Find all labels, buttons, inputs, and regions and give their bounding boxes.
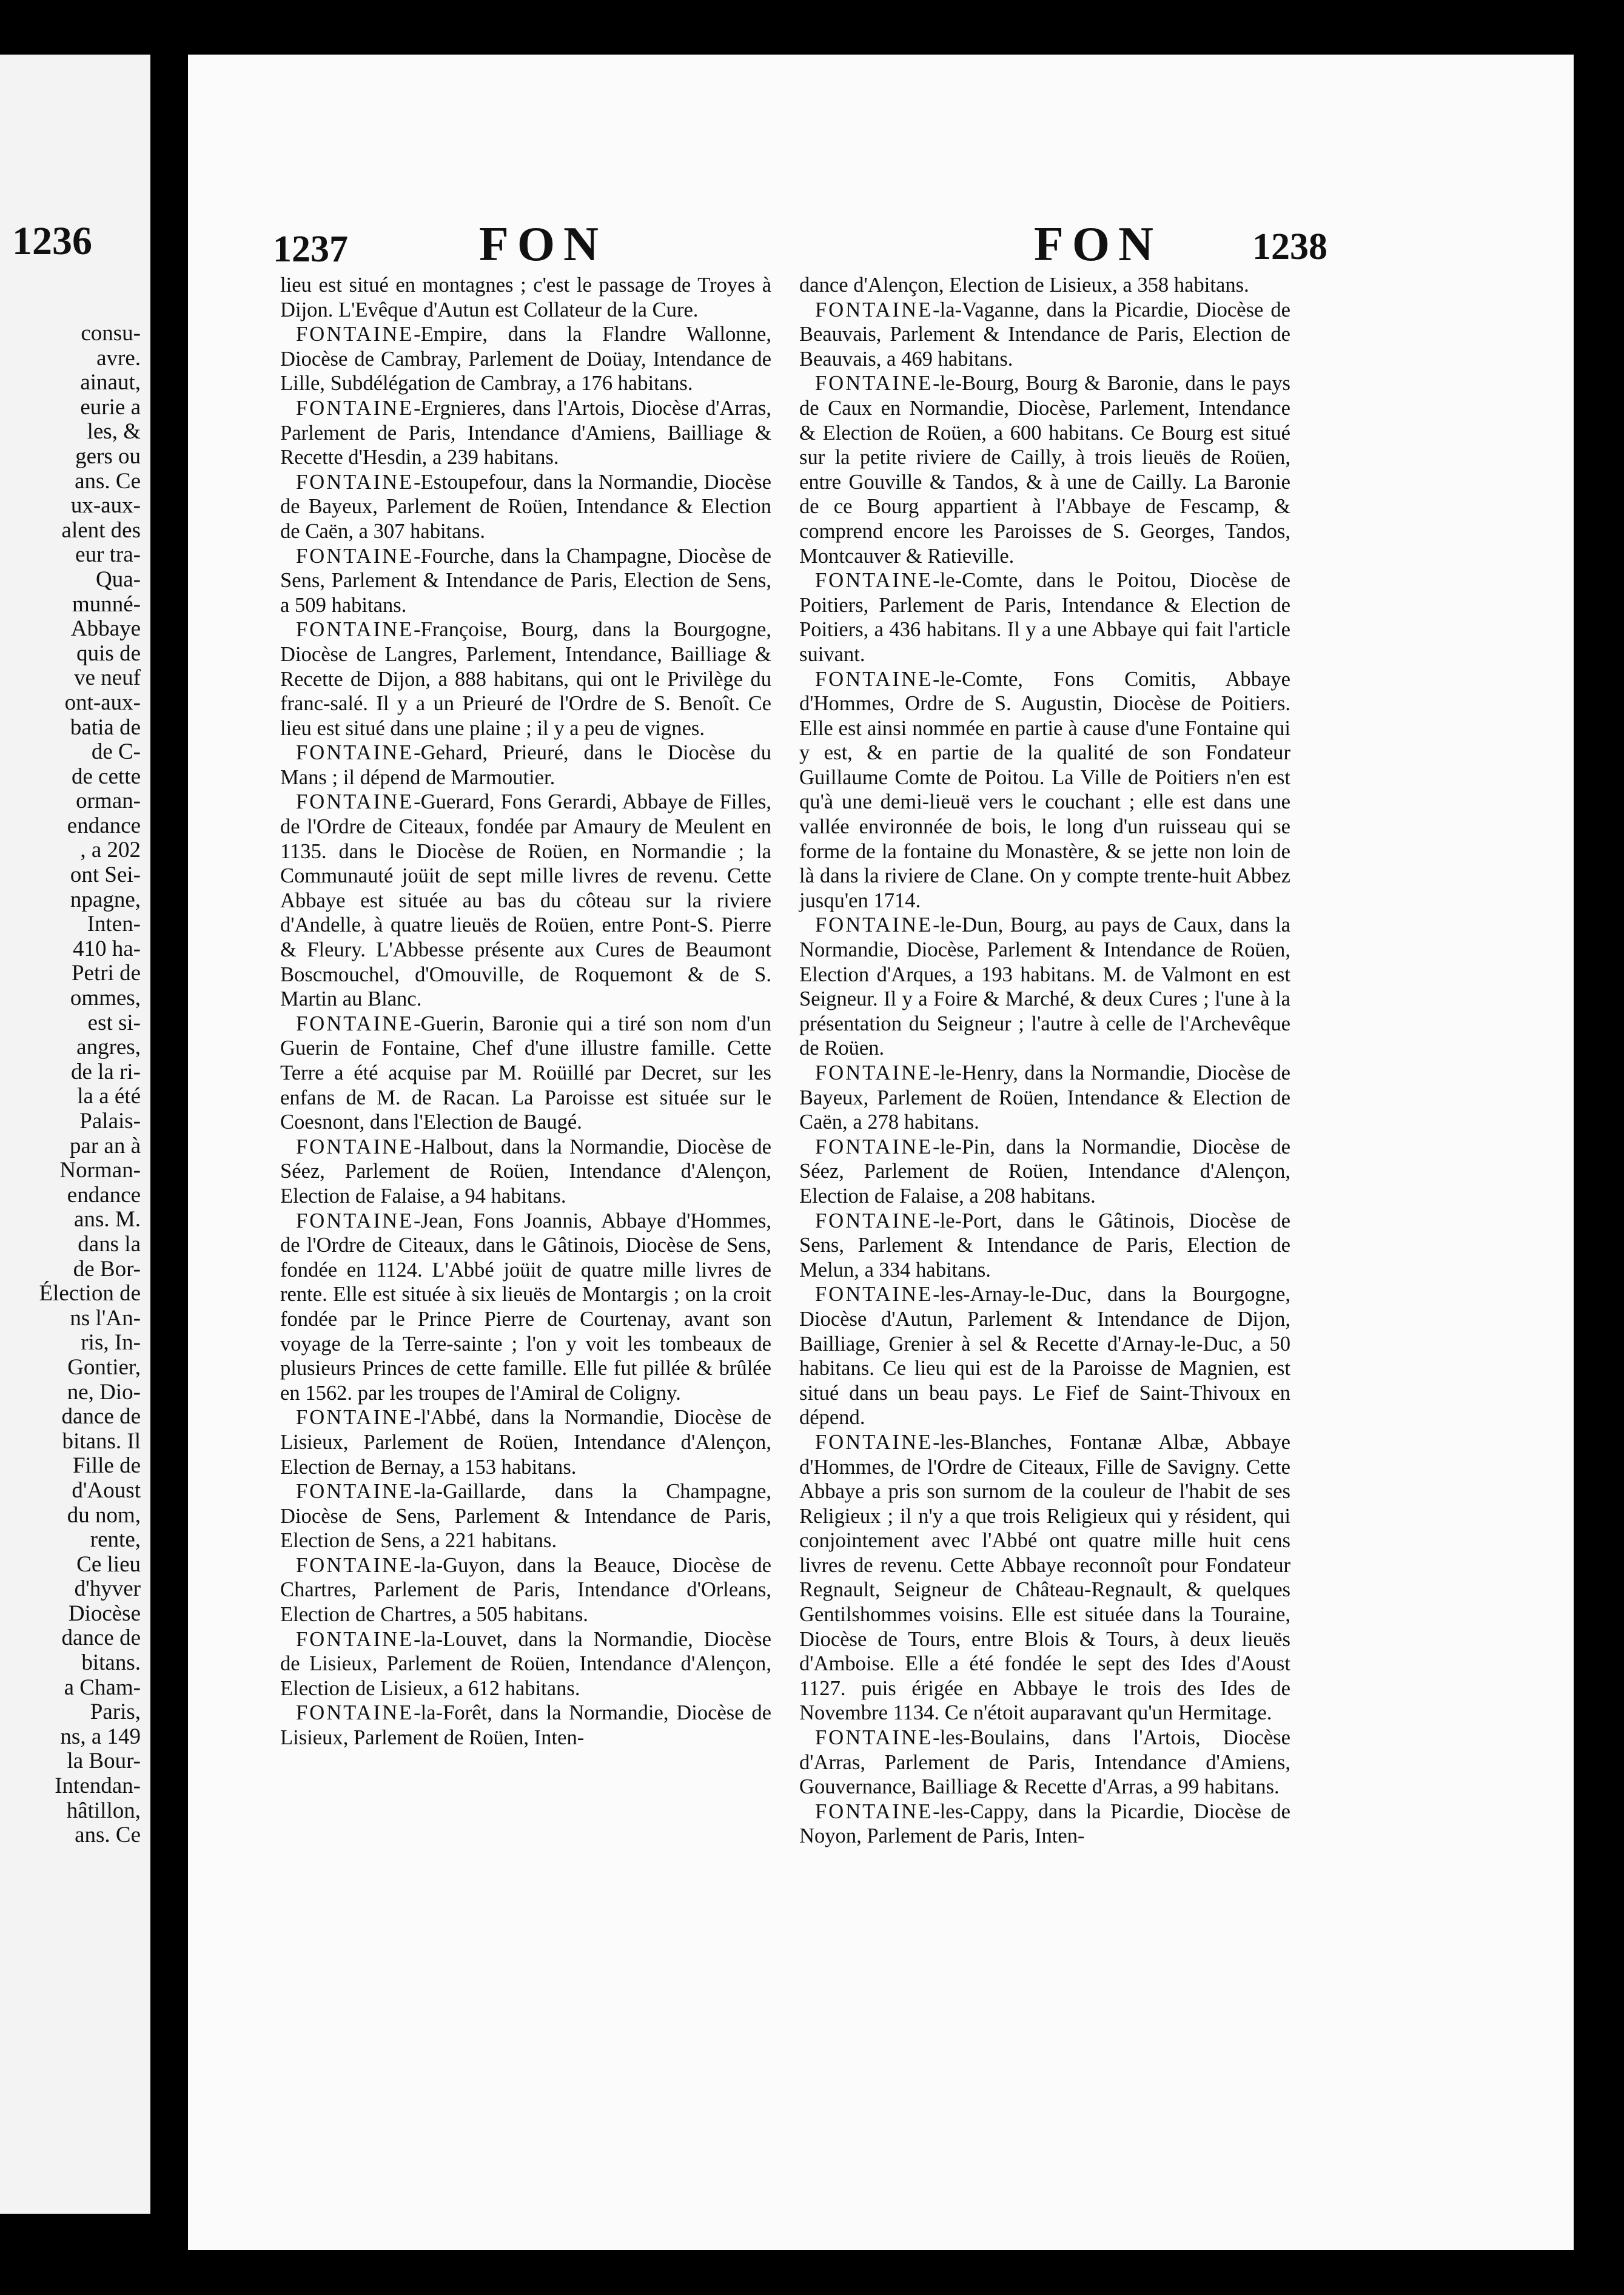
- dictionary-entry: [280, 470, 771, 544]
- facing-page-line: dans la: [78, 1231, 141, 1257]
- entry-text: -la-Forêt, dans la Normandie, Diocèse de Lisieux, Parlement de Roüen, Inten-: [280, 1701, 771, 1750]
- entry-text: -Estoupefour, dans la Normandie, Diocèse de Bayeux, Parlement de Roüen, Intendance & Election de Caën, a 307 habitans.: [280, 470, 771, 543]
- entry-text: lieu est situé en montagnes ; c'est le passage de Troyes à Dijon. L'Evêque d'Autun est Collateur de la Cure.: [280, 274, 771, 321]
- dictionary-entry: [280, 1479, 771, 1553]
- entry-text: -Guerard, Fons Gerardi, Abbaye de Filles, de l'Ordre de Citeaux, fondée par Amaury de Meulent en 1135. dans le Diocèse de Roüen, en Normandie ; la Communauté joüit de sept mille livres de revenu. Cette Abbaye est située au bas du côteau sur la riviere d'Andelle, à quatre lieuës de Roüen, entre Pont-S. Pierre & Fleury. L'Abbesse présente aux Cures de Beaumont Boscmouchel, d'Omouville, de Roquemont & de S. Martin au Blanc.: [280, 790, 771, 1011]
- facing-page-line: dance de: [61, 1625, 141, 1651]
- facing-page-line: Élection de: [39, 1281, 141, 1306]
- entry-text: -Jean, Fons Joannis, Abbaye d'Hommes, de l'Ordre de Citeaux, dans le Gâtinois, Diocèse de Sens, fondée en 1124. L'Abbé joüit de quatre mille livres de rente. Elle est située à six lieuës de Montargis ; on la croit fondée par le Prince Pierre de Courtenay, avant son voyage de la Terre-sainte ; l'on y voit les tombeaux de plusieurs Princes de cette famille. Elle fut pillée & brûlée en 1562. par les troupes de l'Amiral de Coligny.: [280, 1209, 771, 1405]
- facing-page-line: Paris,: [90, 1699, 141, 1725]
- facing-page-line: bitans. Il: [62, 1428, 141, 1454]
- facing-page-line: est si-: [87, 1010, 141, 1035]
- entry-text: -les-Boulains, dans l'Artois, Diocèse d'Arras, Parlement de Paris, Intendance d'Amiens, Gouvernance, Bailliage & Recette d'Arras, a 99 habitans.: [799, 1726, 1290, 1799]
- text-column-right: [799, 273, 1290, 1849]
- entry-headword: FONTAINE: [815, 1061, 933, 1084]
- facing-page-line: d'hyver: [74, 1576, 141, 1602]
- entry-headword: FONTAINE: [815, 1726, 933, 1750]
- facing-page-line: Gontier,: [67, 1354, 141, 1380]
- dictionary-entry: [799, 273, 1290, 298]
- entry-headword: FONTAINE: [296, 741, 414, 765]
- entry-headword: FONTAINE: [815, 569, 933, 593]
- book-gutter: [150, 0, 188, 2295]
- dictionary-entry: [280, 396, 771, 470]
- entry-text: -Empire, dans la Flandre Wallonne, Diocèse de Cambray, Parlement de Doüay, Intendance de Lille, Subdélégation de Cambray, a 176 habitans.: [280, 323, 771, 395]
- facing-page-line: dance de: [61, 1404, 141, 1430]
- entry-headword: FONTAINE: [815, 667, 933, 691]
- entry-headword: FONTAINE: [296, 1209, 414, 1232]
- facing-page-line: Qua-: [96, 566, 141, 592]
- entry-text: -Ergnieres, dans l'Artois, Diocèse d'Arras, Parlement de Paris, Intendance d'Amiens, Bailliage & Recette d'Hesdin, a 239 habitans.: [280, 396, 771, 469]
- entry-headword: FONTAINE: [296, 1012, 414, 1035]
- entry-headword: FONTAINE: [815, 1799, 933, 1823]
- facing-page-line: Inten-: [87, 912, 141, 937]
- entry-text: -le-Port, dans le Gâtinois, Diocèse de Sens, Parlement & Intendance de Paris, Election de Melun, a 334 habitans.: [799, 1209, 1290, 1282]
- entry-headword: FONTAINE: [815, 298, 933, 321]
- dictionary-entry: [799, 667, 1290, 913]
- dictionary-entry: [280, 1701, 771, 1750]
- dictionary-entry: [799, 1209, 1290, 1283]
- facing-page-line: les, &: [87, 419, 141, 445]
- facing-page-line: avre.: [96, 345, 141, 371]
- left-column-page-number: 1237: [273, 229, 348, 270]
- facing-page-line: ans. Ce: [75, 468, 141, 494]
- facing-page-line: Fille de: [72, 1453, 141, 1479]
- entry-headword: FONTAINE: [296, 470, 414, 494]
- running-head-left: FON: [479, 218, 607, 271]
- facing-page-line: batia de: [70, 714, 141, 740]
- entry-headword: FONTAINE: [296, 1135, 414, 1158]
- facing-page-line: ux-aux-: [70, 493, 141, 519]
- facing-page-line: ans. Ce: [75, 1823, 141, 1848]
- facing-page-line: ont-aux-: [64, 690, 141, 715]
- facing-page-line: Palais-: [79, 1109, 141, 1134]
- entry-headword: FONTAINE: [815, 372, 933, 395]
- facing-page-line: de Bor-: [73, 1256, 141, 1282]
- facing-page-line: d'Aoust: [72, 1477, 141, 1503]
- dictionary-entry: [280, 1627, 771, 1701]
- facing-page-line: endance: [67, 1182, 141, 1208]
- entry-text: -Françoise, Bourg, dans la Bourgogne, Diocèse de Langres, Parlement, Intendance, Bailliage & Recette de Dijon, a 888 habitans, qui ont le Privilège du franc-salé. Il y a un Prieuré de l'Ordre de S. Benoît. Ce lieu est situé dans une plaine ; il y a peu de vignes.: [280, 618, 771, 740]
- right-column-page-number: 1238: [1252, 226, 1327, 267]
- facing-page-text: [39, 321, 141, 1848]
- facing-page-line: Abbaye: [70, 616, 141, 642]
- entry-headword: FONTAINE: [296, 1480, 414, 1504]
- entry-text: -la-Louvet, dans la Normandie, Diocèse de Lisieux, Parlement de Roüen, Intendance d'Alençon, Election de Lisieux, a 612 habitans.: [280, 1627, 771, 1700]
- dictionary-entry: [280, 1012, 771, 1135]
- entry-text: -les-Arnay-le-Duc, dans la Bourgogne, Diocèse d'Autun, Parlement & Intendance de Dijon, Bailliage, Grenier à sel & Recette d'Arnay-le-Duc, a 50 habitans. Ce lieu qui est de la Paroisse de Magnien, est situé dans un beau pays. Le Fief de Saint-Thivoux en dépend.: [799, 1283, 1290, 1430]
- facing-page-line: de la ri-: [70, 1059, 141, 1084]
- facing-page-line: ns l'An-: [70, 1305, 141, 1331]
- entry-headword: FONTAINE: [296, 1701, 414, 1725]
- facing-page-line: Ce lieu: [76, 1551, 141, 1577]
- entry-text: -Guerin, Baronie qui a tiré son nom d'un Guerin de Fontaine, Chef d'une illustre famille. Cette Terre a été acquise par M. Roüillé par Decret, sur les enfans de M. de Racan. La Paroisse est située sur le Coesnont, dans l'Election de Baugé.: [280, 1012, 771, 1134]
- entry-text: -la-Gaillarde, dans la Champagne, Diocèse de Sens, Parlement & Intendance de Paris, Election de Sens, a 221 habitans.: [280, 1480, 771, 1553]
- facing-page-line: ris, In-: [81, 1330, 141, 1356]
- entry-headword: FONTAINE: [815, 1430, 933, 1454]
- facing-page-line: rente,: [90, 1527, 141, 1553]
- entry-text: -le-Comte, dans le Poitou, Diocèse de Poitiers, Parlement de Paris, Intendance & Election de Poitiers, a 436 habitans. Il y a une Abbaye qui fait l'article suivant.: [799, 569, 1290, 666]
- dictionary-entry: [280, 617, 771, 741]
- entry-text: -le-Henry, dans la Normandie, Diocèse de Bayeux, Parlement de Roüen, Intendance & Election de Caën, a 278 habitans.: [799, 1061, 1290, 1134]
- entry-text: -le-Comte, Fons Comitis, Abbaye d'Hommes, Ordre de S. Augustin, Diocèse de Poitiers. Elle est ainsi nommée en partie à cause d'une Fontaine qui y est, & en partie de la qualité de son Fondateur Guillaume Comte de Poitou. La Ville de Poitiers n'en est qu'à une demi-lieuë vers le couchant ; elle est dans une vallée environnée de bois, le long d'un ruisseau qui se forme de la fontaine du Monastère, & se jette non loin de là dans la riviere de Clane. On y compte trente-huit Abbez jusqu'en 1714.: [799, 667, 1290, 912]
- entry-text: -Fourche, dans la Champagne, Diocèse de Sens, Parlement & Intendance de Paris, Election de Sens, a 509 habitans.: [280, 544, 771, 617]
- facing-page-line: ommes,: [70, 986, 141, 1011]
- dictionary-entry: [280, 322, 771, 396]
- dictionary-entry: [799, 1135, 1290, 1209]
- facing-page-line: Petri de: [71, 961, 141, 986]
- facing-page-line: 410 ha-: [73, 936, 141, 961]
- dictionary-entry: [280, 273, 771, 322]
- facing-page-number: 1236: [12, 219, 92, 263]
- dictionary-page: [188, 55, 1574, 2250]
- entry-text: -la-Guyon, dans la Beauce, Diocèse de Chartres, Parlement de Paris, Intendance d'Orleans, Election de Chartres, a 505 habitans.: [280, 1553, 771, 1627]
- dictionary-entry: [799, 1799, 1290, 1849]
- facing-page-line: ne, Dio-: [67, 1379, 141, 1405]
- dictionary-entry: [799, 1282, 1290, 1430]
- dictionary-entry: [280, 790, 771, 1011]
- entry-headword: FONTAINE: [296, 618, 414, 642]
- entry-text: -le-Bourg, Bourg & Baronie, dans le pays de Caux en Normandie, Diocèse, Parlement, Intendance & Election de Roüen, a 600 habitans. Ce Bourg est situé sur la petite riviere de Cailly, à trois lieuës de Roüen, entre Gouville & Tandos, & à une de Cailly. La Baronie de ce Bourg appartient à l'Abbaye de Fescamp, & comprend encore les Paroisses de S. Georges, Tandos, Montcauver & Ratieville.: [799, 372, 1290, 568]
- facing-page-line: ans. M.: [74, 1207, 141, 1232]
- dictionary-entry: [280, 741, 771, 790]
- entry-text: -le-Pin, dans la Normandie, Diocèse de Séez, Parlement de Roüen, Intendance d'Alençon, Election de Falaise, a 208 habitans.: [799, 1135, 1290, 1208]
- facing-page-line: munné-: [72, 591, 141, 617]
- dictionary-entry: [280, 1553, 771, 1627]
- facing-page-line: consu-: [81, 321, 141, 346]
- facing-page-line: par an à: [69, 1133, 141, 1158]
- facing-page-line: hâtillon,: [66, 1798, 141, 1823]
- entry-headword: FONTAINE: [815, 913, 933, 937]
- facing-page-line: , a 202: [80, 838, 141, 863]
- entry-text: -la-Vaganne, dans la Picardie, Diocèse de Beauvais, Parlement & Intendance de Paris, Election de Beauvais, a 469 habitans.: [799, 298, 1290, 371]
- facing-page-line: de cette: [72, 764, 141, 789]
- facing-page-fragment: [0, 55, 150, 2214]
- dictionary-entry: [799, 568, 1290, 667]
- facing-page-line: quis de: [76, 640, 141, 666]
- dictionary-entry: [280, 544, 771, 618]
- text-column-left: [280, 273, 771, 1750]
- dictionary-entry: [280, 1135, 771, 1209]
- entry-headword: FONTAINE: [296, 1627, 414, 1651]
- dictionary-entry: [799, 1725, 1290, 1799]
- facing-page-line: gers ou: [75, 443, 141, 469]
- dictionary-entry: [280, 1209, 771, 1406]
- entry-headword: FONTAINE: [296, 544, 414, 568]
- facing-page-line: Diocèse: [68, 1601, 141, 1626]
- entry-headword: FONTAINE: [296, 396, 414, 420]
- dictionary-entry: [799, 298, 1290, 372]
- entry-text: dance d'Alençon, Election de Lisieux, a 358 habitans.: [799, 274, 1249, 297]
- entry-text: -Gehard, Prieuré, dans le Diocèse du Mans ; il dépend de Marmoutier.: [280, 741, 771, 789]
- facing-page-line: eurie a: [80, 394, 141, 420]
- facing-page-line: ns, a 149: [60, 1724, 141, 1749]
- facing-page-line: ve neuf: [74, 665, 141, 691]
- dictionary-entry: [799, 913, 1290, 1061]
- entry-text: -Halbout, dans la Normandie, Diocèse de Séez, Parlement de Roüen, Intendance d'Alençon, Election de Falaise, a 94 habitans.: [280, 1135, 771, 1208]
- entry-headword: FONTAINE: [815, 1209, 933, 1232]
- facing-page-line: angres,: [76, 1035, 141, 1060]
- facing-page-line: ainaut,: [80, 370, 141, 395]
- facing-page-line: alent des: [61, 517, 141, 543]
- facing-page-line: Intendan-: [55, 1773, 141, 1799]
- entry-headword: FONTAINE: [815, 1135, 933, 1158]
- entry-text: -l'Abbé, dans la Normandie, Diocèse de Lisieux, Parlement de Roüen, Intendance d'Alençon, Election de Bernay, a 153 habitans.: [280, 1406, 771, 1479]
- facing-page-line: bitans.: [81, 1650, 141, 1676]
- facing-page-line: orman-: [76, 788, 141, 814]
- facing-page-line: eur tra-: [75, 542, 141, 568]
- dictionary-entry: [799, 1061, 1290, 1135]
- facing-page-line: endance: [67, 813, 141, 838]
- entry-text: -les-Cappy, dans la Picardie, Diocèse de Noyon, Parlement de Paris, Inten-: [799, 1799, 1290, 1848]
- facing-page-line: npagne,: [70, 887, 141, 912]
- entry-headword: FONTAINE: [815, 1283, 933, 1306]
- entry-text: -le-Dun, Bourg, au pays de Caux, dans la Normandie, Diocèse, Parlement & Intendance de Roüen, Election d'Arques, a 193 habitans. M. de Valmont en est Seigneur. Il y a Foire & Marché, & deux Cures ; l'une à la présentation du Seigneur ; l'autre à celle de l'Archevêque de Roüen.: [799, 913, 1290, 1060]
- entry-text: -les-Blanches, Fontanæ Albæ, Abbaye d'Hommes, de l'Ordre de Citeaux, Fille de Savigny. Cette Abbaye a pris son surnom de la couleur de l'habit de ses Religieux ; il n'y a que trois Religieux qui y résident, qui conjointement avec l'Abbé ont quatre mille huit cens livres de revenu. Cette Abbaye reconnoît pour Fondateur Regnault, Seigneur de Château-Regnault, & quelques Gentilshommes voisins. Elle est située dans la Touraine, Diocèse de Tours, entre Blois & Tours, à deux lieuës d'Amboise. Elle a été fondée le sept des Ides d'Aoust 1127. puis érigée en Abbaye le trois des Ides de Novembre 1134. Ce n'étoit auparavant qu'un Hermitage.: [799, 1430, 1290, 1725]
- entry-headword: FONTAINE: [296, 790, 414, 814]
- entry-headword: FONTAINE: [296, 1553, 414, 1577]
- dictionary-entry: [799, 371, 1290, 568]
- dictionary-entry: [799, 1430, 1290, 1725]
- running-head-right: FON: [1034, 218, 1162, 271]
- entry-headword: FONTAINE: [296, 323, 414, 346]
- facing-page-line: la a été: [77, 1084, 141, 1109]
- facing-page-line: a Cham-: [64, 1675, 141, 1700]
- facing-page-line: ont Sei-: [70, 862, 141, 888]
- dictionary-entry: [280, 1405, 771, 1479]
- facing-page-line: du nom,: [67, 1502, 141, 1528]
- facing-page-line: Norman-: [59, 1158, 141, 1183]
- entry-headword: FONTAINE: [296, 1406, 414, 1430]
- facing-page-line: la Bour-: [67, 1749, 141, 1774]
- facing-page-line: de C-: [91, 739, 141, 765]
